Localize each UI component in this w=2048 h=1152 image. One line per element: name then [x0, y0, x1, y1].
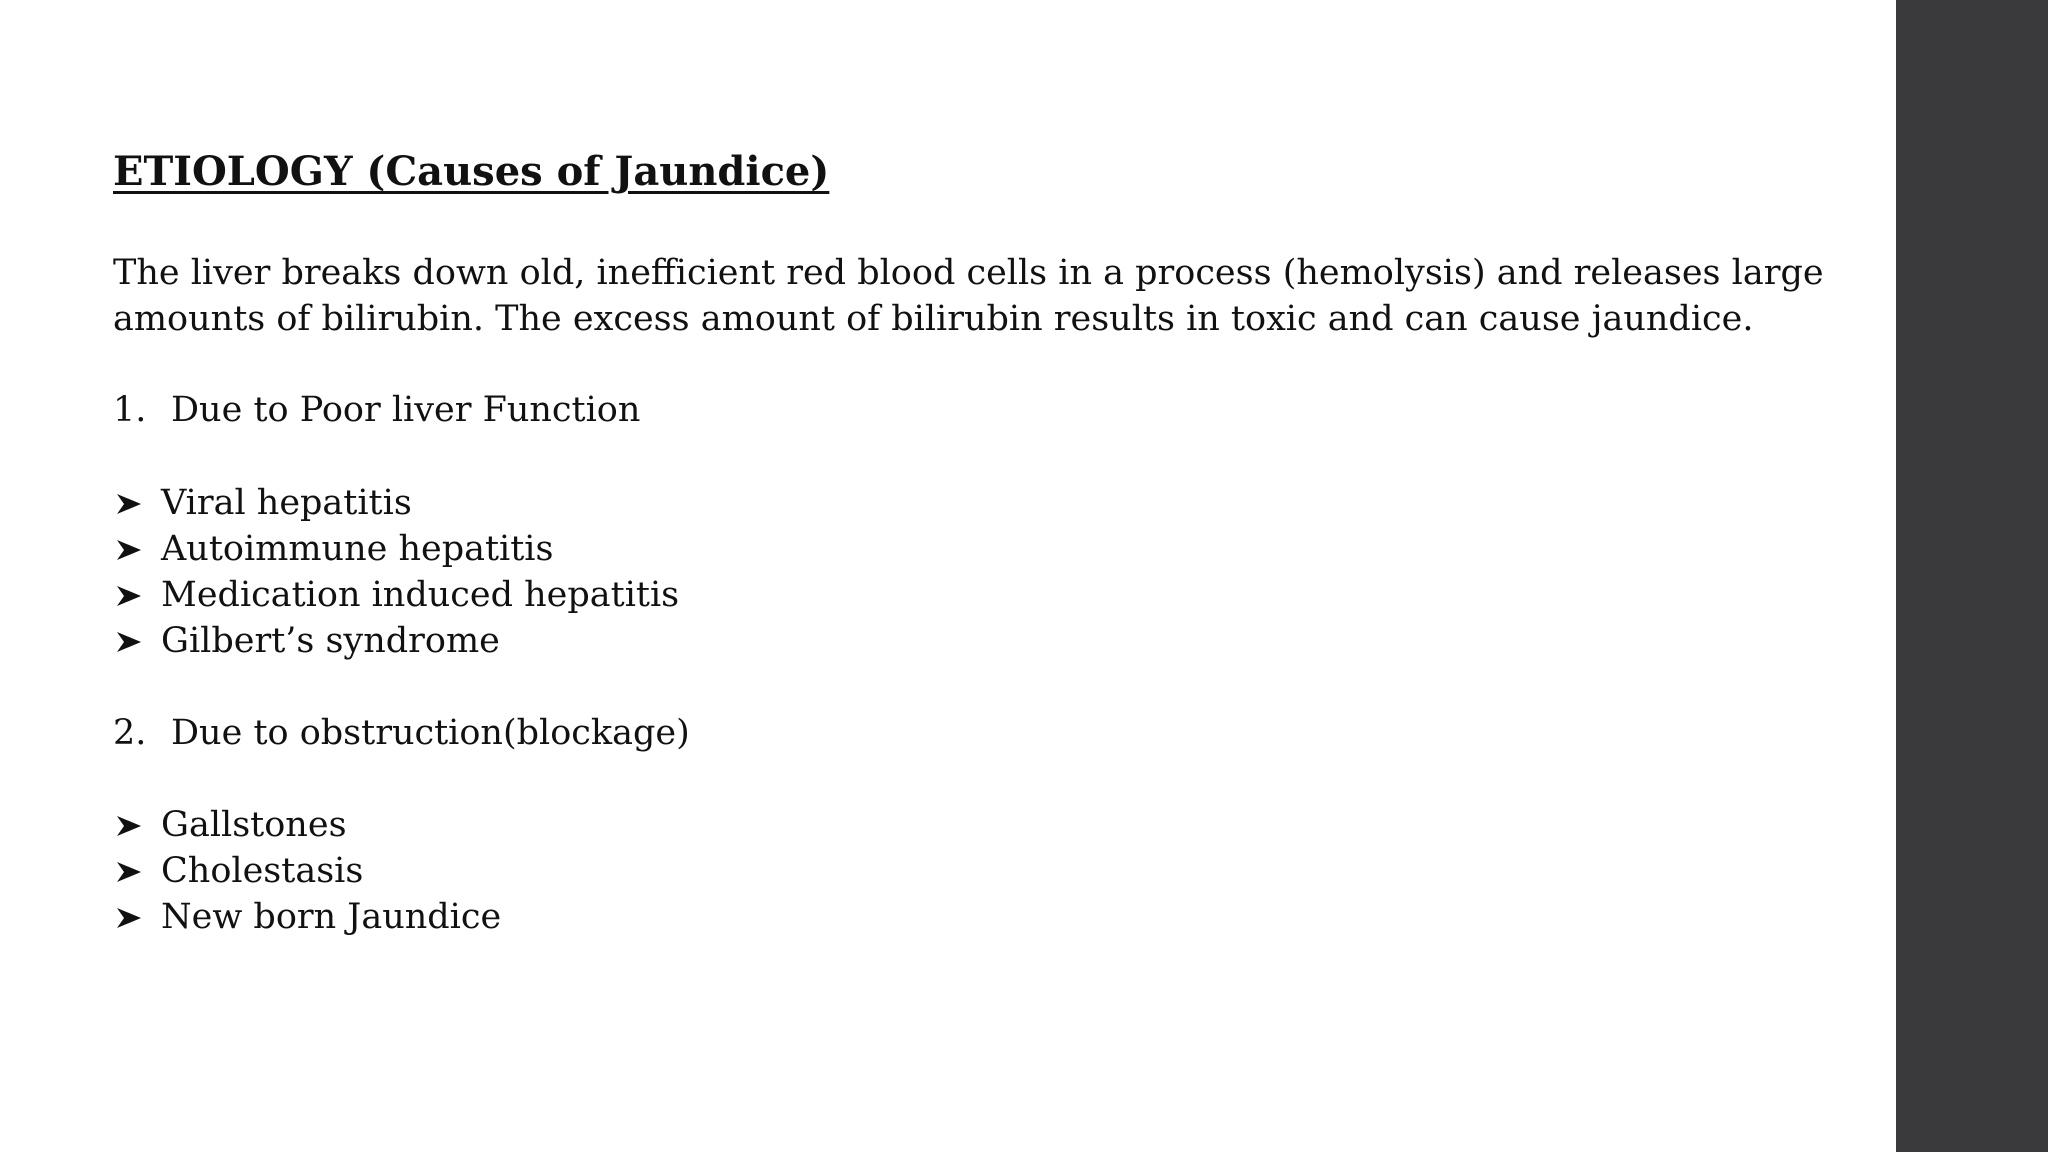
list-item	[113, 618, 679, 664]
section-heading-obstruction	[113, 710, 690, 756]
list-item	[113, 848, 501, 894]
section-number: 1.	[113, 390, 147, 430]
list-item-text: Cholestasis	[161, 851, 364, 891]
list-item-text: Gilbert’s syndrome	[161, 621, 500, 661]
section-heading-text: Due to obstruction(blockage)	[171, 713, 690, 753]
section-heading-text: Due to Poor liver Function	[171, 390, 641, 430]
slide-title: ETIOLOGY (Causes of Jaundice)	[113, 148, 830, 195]
arrowhead-bullet-icon	[113, 526, 161, 572]
list-item-text: Medication induced hepatitis	[161, 575, 680, 615]
list-item	[113, 480, 679, 526]
arrowhead-bullet-icon	[113, 802, 161, 848]
bullet-list-poor-liver-function	[113, 480, 679, 664]
list-item-text: Gallstones	[161, 805, 347, 845]
list-item-text: Viral hepatitis	[161, 483, 412, 523]
list-item	[113, 526, 679, 572]
section-heading-poor-liver-function	[113, 387, 640, 433]
side-decoration-bar	[1896, 0, 2048, 1152]
list-item	[113, 572, 679, 618]
arrowhead-bullet-icon	[113, 572, 161, 618]
arrowhead-bullet-icon	[113, 618, 161, 664]
list-item	[113, 894, 501, 940]
list-item-text: New born Jaundice	[161, 897, 502, 937]
arrowhead-bullet-icon	[113, 894, 161, 940]
arrowhead-bullet-icon	[113, 480, 161, 526]
list-item	[113, 802, 501, 848]
bullet-list-obstruction	[113, 802, 501, 940]
arrowhead-bullet-icon	[113, 848, 161, 894]
intro-paragraph: The liver breaks down old, inefficient red blood cells in a process (hemolysis) and releases large amounts of bilirubin. The excess amount of bilirubin results in toxic and can cause jaundice.	[113, 253, 1824, 339]
section-number: 2.	[113, 713, 147, 753]
list-item-text: Autoimmune hepatitis	[161, 529, 554, 569]
